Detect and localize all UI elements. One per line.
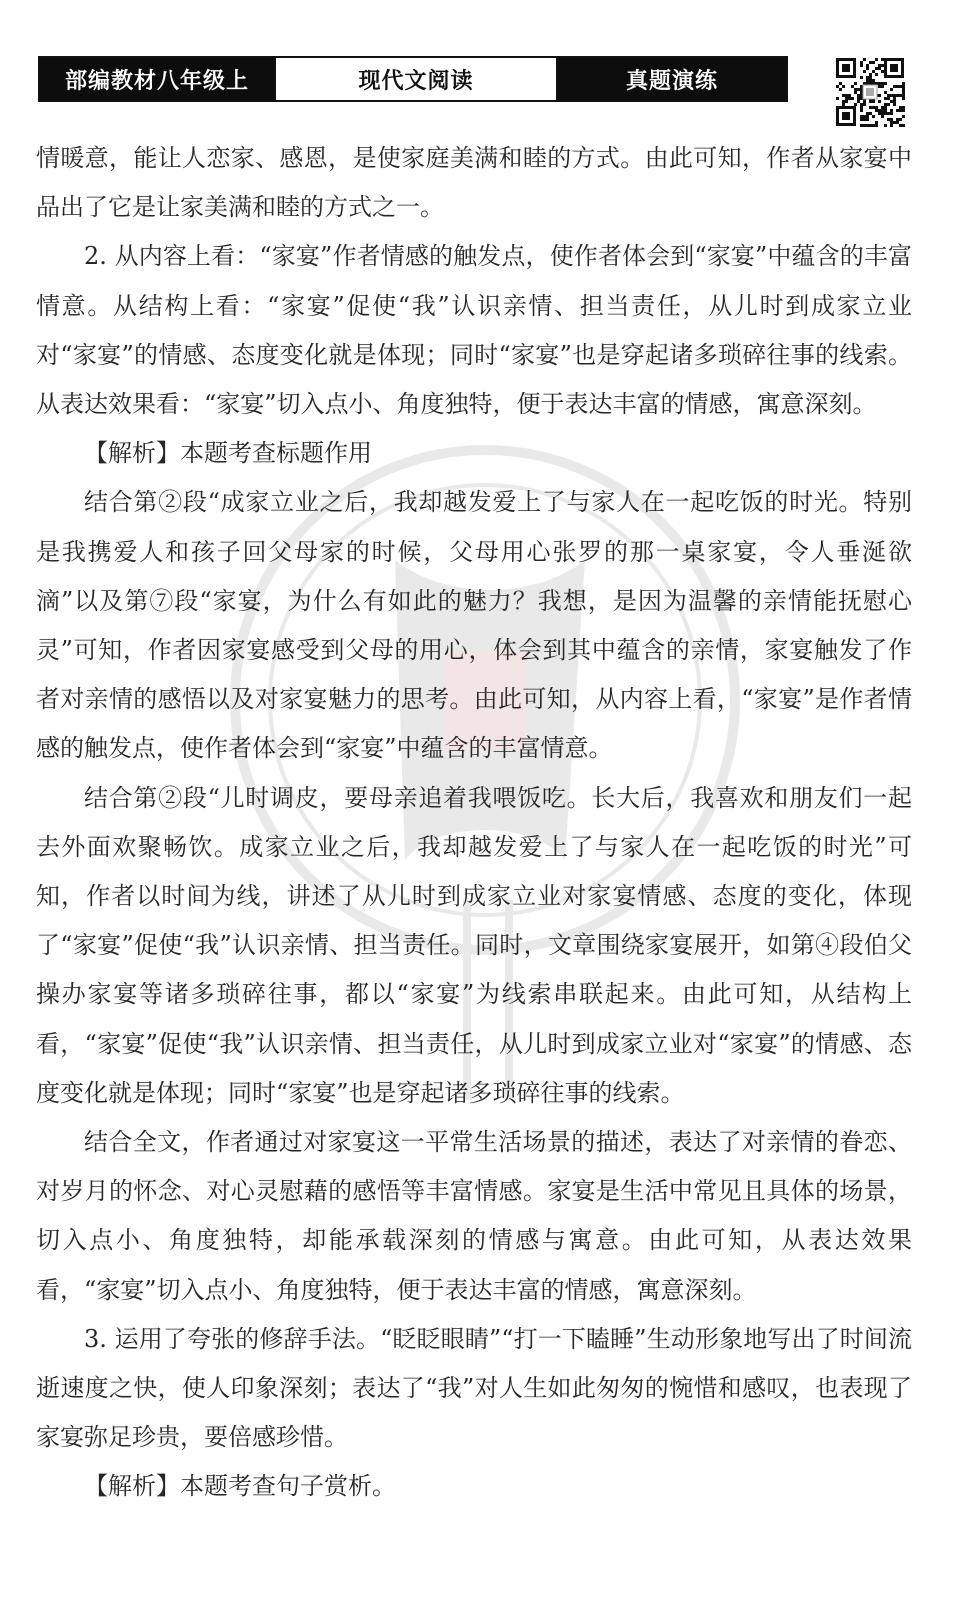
analysis-paragraph: 结合第②段“成家立业之后，我却越发爱上了与家人在一起吃饭的时光。特别是我携爱人和孩子回父母家的时候，父母用心张罗的那一桌家宴，令人垂涎欲滴”以及第⑦段“家宴，为什么有如此的魅力？我想，是因为温馨的亲情能抚慰心灵”可知，作者因家宴感受到父母的用心，体会到其中蕴含的亲情，家宴触发了作者对亲情的感悟以及对家宴魅力的思考。由此可知，从内容上看，“家宴”是作者情感的触发点，使作者体会到“家宴”中蕴含的丰富情意。 [36, 488, 912, 763]
analysis-paragraph: 结合全文，作者通过对家宴这一平常生活场景的描述，表达了对亲情的眷恋、对岁月的怀念、对心灵慰藉的感悟等丰富情感。家宴是生活中常见且具体的场景，切入点小、角度独特，却能承载深刻的情感与寓意。由此可知，从表达效果看，“家宴”切入点小、角度独特，便于表达丰富的情感，寓意深刻。 [36, 1128, 912, 1304]
header-section-label: 真题演练 [558, 58, 786, 100]
answer-paragraph: 3. 运用了夸张的修辞手法。“眨眨眼睛”“打一下瞌睡”生动形象地写出了时间流逝速度之快，使人印象深刻；表达了“我”对人生如此匆匆的惋惜和感叹，也表现了家宴弥足珍贵，要倍感珍惜。 [36, 1324, 912, 1452]
document-body [36, 134, 912, 1512]
qr-code-icon[interactable] [834, 56, 906, 128]
header-subject-label: 现代文阅读 [274, 58, 558, 100]
header-bar [38, 56, 788, 102]
analysis-paragraph: 结合第②段“儿时调皮，要母亲追着我喂饭吃。长大后，我喜欢和朋友们一起去外面欢聚畅饮。成家立业之后，我却越发爱上了与家人在一起吃饭的时光”可知，作者以时间为线，讲述了从儿时到成家立业对家宴情感、态度的变化，体现了“家宴”促使“我”认识亲情、担当责任。同时，文章围绕家宴展开，如第④段伯父操办家宴等诸多琐碎往事，都以“家宴”为线索串联起来。由此可知，从结构上看，“家宴”促使“我”认识亲情、担当责任，从儿时到成家立业对“家宴”的情感、态度变化就是体现；同时“家宴”也是穿起诸多琐碎往事的线索。 [36, 783, 912, 1107]
answer-paragraph: 2. 从内容上看：“家宴”作者情感的触发点，使作者体会到“家宴”中蕴含的丰富情意。从结构上看：“家宴”促使“我”认识亲情、担当责任，从儿时到成家立业对“家宴”的情感、态度变化就是体现；同时“家宴”也是穿起诸多琐碎往事的线索。从表达效果看：“家宴”切入点小、角度独特，便于表达丰富的情感，寓意深刻。 [36, 242, 912, 419]
analysis-heading: 【解析】本题考查句子赏析。 [84, 1472, 396, 1501]
answer-paragraph: 情暖意，能让人恋家、感恩，是使家庭美满和睦的方式。由此可知，作者从家宴中品出了它是让家美满和睦的方式之一。 [36, 144, 912, 222]
header-grade-label: 部编教材八年级上 [40, 58, 274, 100]
analysis-heading: 【解析】本题考查标题作用 [84, 439, 372, 468]
